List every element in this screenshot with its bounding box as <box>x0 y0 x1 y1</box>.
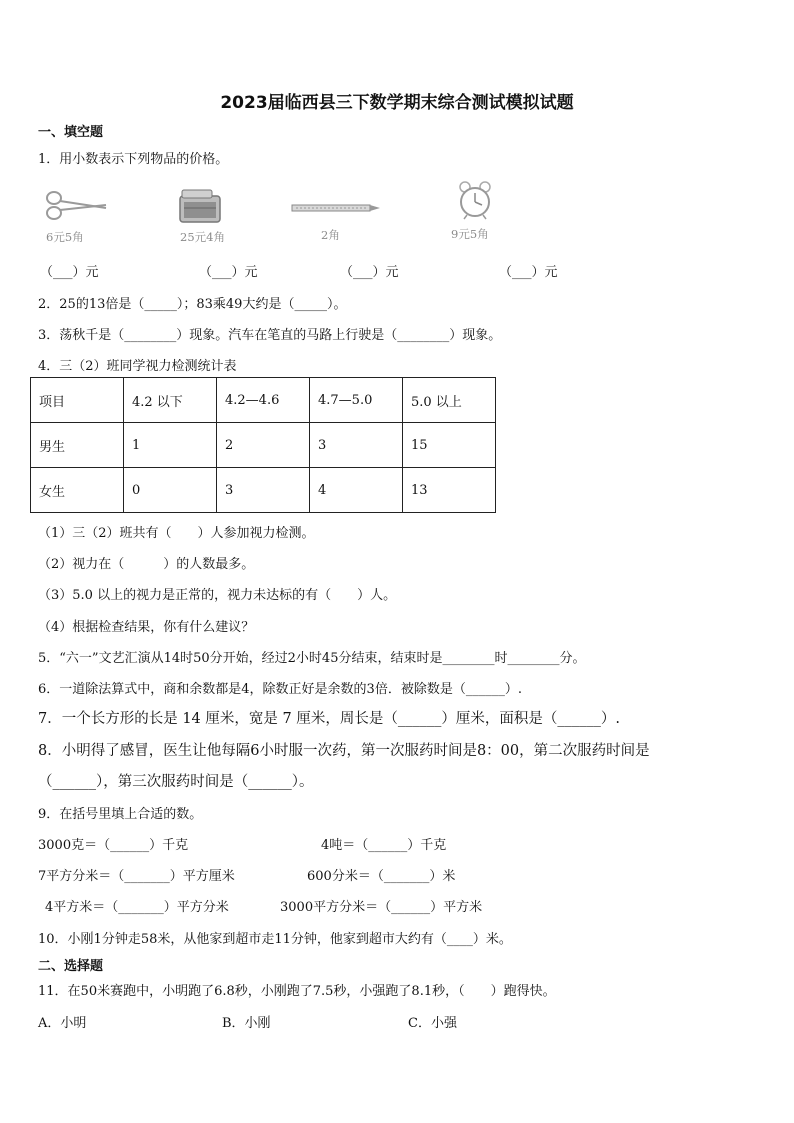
table-header-cell: 4.2 以下 <box>124 378 217 423</box>
table-cell: 1 <box>124 423 217 468</box>
page-title: 2023届临西县三下数学期末综合测试模拟试题 <box>220 93 574 113</box>
question-4-sub-4: （4）根据检查结果，你有什么建议？ <box>38 620 255 635</box>
answer-blank[interactable]: （___）元 <box>40 265 99 280</box>
table-header-cell: 项目 <box>31 378 124 423</box>
table-header-cell: 4.2—4.6 <box>217 378 310 423</box>
choice-option-a[interactable]: A．小明 <box>38 1016 87 1031</box>
conversion-item: 3000平方分米＝（______）平方米 <box>280 900 483 915</box>
table-header-cell: 4.7—5.0 <box>310 378 403 423</box>
choice-option-c[interactable]: C．小强 <box>408 1016 457 1031</box>
toolbox-icon <box>176 186 224 230</box>
question-4-sub-2: （2）视力在（ ）的人数最多。 <box>38 557 255 572</box>
price-label: 9元5角 <box>451 227 489 241</box>
section-heading-fill-blank: 一、填空题 <box>38 125 104 140</box>
question-4-sub-1: （1）三（2）班共有（ ）人参加视力检测。 <box>38 526 315 541</box>
price-label: 6元5角 <box>46 230 84 244</box>
price-label: 2角 <box>321 228 340 242</box>
question-3: 3．荡秋千是（________）现象。汽车在笔直的马路上行驶是（________）现象。 <box>38 328 502 343</box>
conversion-item: 3000克＝（______）千克 <box>38 838 189 853</box>
question-8-line-1: 8．小明得了感冒，医生让他每隔6小时服一次药，第一次服药时间是8：00，第二次服药时间是 <box>38 743 650 759</box>
conversion-item: 600分米＝（_______）米 <box>307 869 456 884</box>
question-8-line-2: （______），第三次服药时间是（______）。 <box>38 774 314 790</box>
question-7: 7．一个长方形的长是 14 厘米，宽是 7 厘米，周长是（______）厘米，面积是（______）. <box>38 711 620 727</box>
table-cell: 4 <box>310 468 403 513</box>
table-cell: 3 <box>217 468 310 513</box>
answer-blank[interactable]: （___）元 <box>199 265 258 280</box>
section-heading-multiple-choice: 二、选择题 <box>38 959 104 974</box>
table-cell: 13 <box>403 468 496 513</box>
table-row <box>31 423 496 468</box>
table-cell: 15 <box>403 423 496 468</box>
table-cell: 3 <box>310 423 403 468</box>
question-4: 4．三（2）班同学视力检测统计表 <box>38 359 237 374</box>
answer-blank[interactable]: （___）元 <box>340 265 399 280</box>
price-label: 25元4角 <box>180 230 225 244</box>
choice-option-b[interactable]: B．小刚 <box>222 1016 271 1031</box>
pencil-icon <box>290 199 382 218</box>
alarm-clock-icon <box>457 180 493 224</box>
conversion-item: 7平方分米＝（_______）平方厘米 <box>38 869 235 884</box>
table-cell: 男生 <box>31 423 124 468</box>
table-cell: 0 <box>124 468 217 513</box>
question-11: 11．在50米赛跑中，小明跑了6.8秒，小刚跑了7.5秒，小强跑了8.1秒，（ ）跑得快。 <box>38 984 556 999</box>
table-row <box>31 378 496 423</box>
question-6: 6．一道除法算式中，商和余数都是4，除数正好是余数的3倍．被除数是（______）. <box>38 682 522 697</box>
conversion-item: 4吨＝（______）千克 <box>321 838 447 853</box>
scissors-icon <box>44 188 110 226</box>
answer-blank[interactable]: （___）元 <box>499 265 558 280</box>
table-row <box>31 468 496 513</box>
question-10: 10．小刚1分钟走58米，从他家到超市走11分钟，他家到超市大约有（____）米。 <box>38 932 512 947</box>
table-cell: 女生 <box>31 468 124 513</box>
table-cell: 2 <box>217 423 310 468</box>
question-5: 5．“六一”文艺汇演从14时50分开始，经过2小时45分结束，结束时是________时________分。 <box>38 651 586 666</box>
question-1: 1．用小数表示下列物品的价格。 <box>38 152 229 167</box>
conversion-item: 4平方米＝（_______）平方分米 <box>45 900 229 915</box>
question-4-sub-3: （3）5.0 以上的视力是正常的，视力未达标的有（ ）人。 <box>38 588 397 603</box>
question-2: 2．25的13倍是（_____）；83乘49大约是（_____）。 <box>38 297 347 312</box>
table-header-cell: 5.0 以上 <box>403 378 496 423</box>
question-9: 9．在括号里填上合适的数。 <box>38 807 203 822</box>
vision-table <box>30 377 496 513</box>
